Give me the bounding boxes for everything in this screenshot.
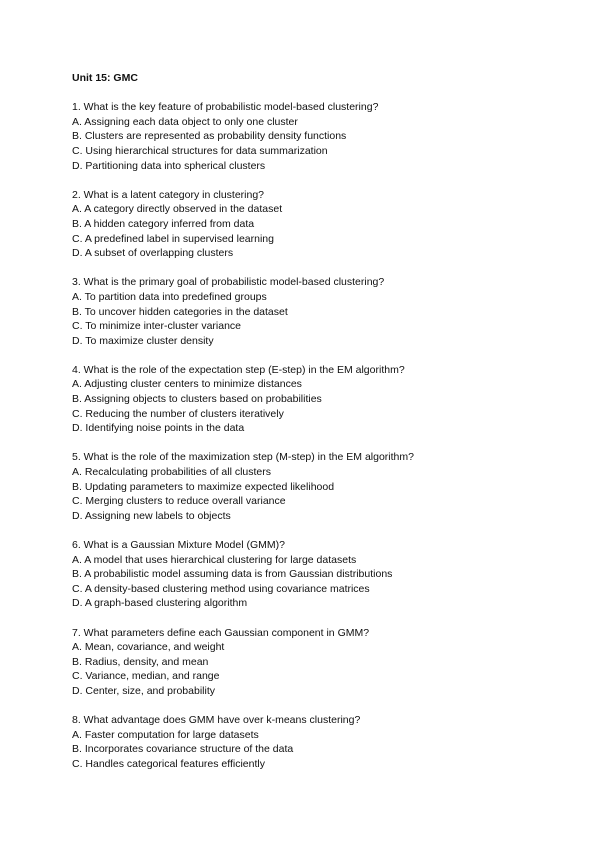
question-text: 3. What is the primary goal of probabilistic model-based clustering? [72, 276, 385, 289]
answer-option: A. Adjusting cluster centers to minimize distances [72, 378, 302, 391]
answer-option: A. A category directly observed in the dataset [72, 203, 283, 216]
answer-option: A. Recalculating probabilities of all clusters [72, 466, 272, 479]
answer-option: D. A graph-based clustering algorithm [72, 597, 248, 610]
question-text: 7. What parameters define each Gaussian component in GMM? [72, 626, 370, 639]
question-block [72, 100, 572, 173]
answer-option: B. A probabilistic model assuming data is from Gaussian distributions [72, 568, 393, 581]
answer-option: D. Center, size, and probability [72, 684, 215, 697]
document-page [72, 71, 572, 786]
answer-option: C. Merging clusters to reduce overall variance [72, 495, 286, 508]
question-text: 6. What is a Gaussian Mixture Model (GMM)? [72, 539, 285, 551]
answer-option: C. A density-based clustering method using covariance matrices [72, 582, 370, 595]
answer-option: B. Updating parameters to maximize expected likelihood [72, 480, 335, 493]
answer-option: C. Variance, median, and range [72, 670, 220, 683]
answer-option: A. Faster computation for large datasets [72, 728, 259, 741]
question-text: 4. What is the role of the expectation step (E-step) in the EM algorithm? [72, 363, 405, 376]
answer-option: C. Using hierarchical structures for data summarization [72, 144, 328, 157]
question-text: 5. What is the role of the maximization step (M-step) in the EM algorithm? [72, 451, 414, 464]
answer-option: C. Handles categorical features efficiently [72, 757, 265, 770]
answer-option: D. A subset of overlapping clusters [72, 247, 234, 260]
question-block [72, 275, 572, 348]
question-block [72, 188, 572, 261]
answer-option: B. Radius, density, and mean [72, 655, 209, 668]
answer-option: D. Identifying noise points in the data [72, 422, 245, 435]
answer-option: A. Assigning each data object to only one cluster [72, 115, 298, 128]
answer-option: B. Clusters are represented as probability density functions [72, 130, 347, 143]
question-block [72, 538, 572, 611]
answer-option: D. To maximize cluster density [72, 334, 214, 347]
question-block [72, 450, 572, 523]
question-text: 2. What is a latent category in clustering? [72, 188, 265, 201]
question-block [72, 626, 572, 699]
answer-option: A. A model that uses hierarchical clustering for large datasets [72, 553, 357, 566]
answer-option: D. Partitioning data into spherical clusters [72, 159, 266, 172]
answer-option: D. Assigning new labels to objects [72, 509, 231, 522]
question-text: 1. What is the key feature of probabilistic model-based clustering? [72, 101, 379, 114]
answer-option: A. Mean, covariance, and weight [72, 641, 225, 654]
answer-option: B. Assigning objects to clusters based on probabilities [72, 393, 322, 406]
answer-option: A. To partition data into predefined groups [72, 290, 267, 303]
answer-option: C. A predefined label in supervised learning [72, 232, 274, 245]
question-block [72, 363, 572, 436]
answer-option: C. Reducing the number of clusters iteratively [72, 407, 284, 420]
answer-option: B. A hidden category inferred from data [72, 217, 255, 230]
question-text: 8. What advantage does GMM have over k-means clustering? [72, 714, 361, 727]
answer-option: B. To uncover hidden categories in the dataset [72, 305, 288, 318]
answer-option: C. To minimize inter-cluster variance [72, 320, 242, 333]
answer-option: B. Incorporates covariance structure of the data [72, 743, 294, 756]
document-title: Unit 15: GMC [72, 72, 138, 84]
question-block [72, 713, 572, 771]
